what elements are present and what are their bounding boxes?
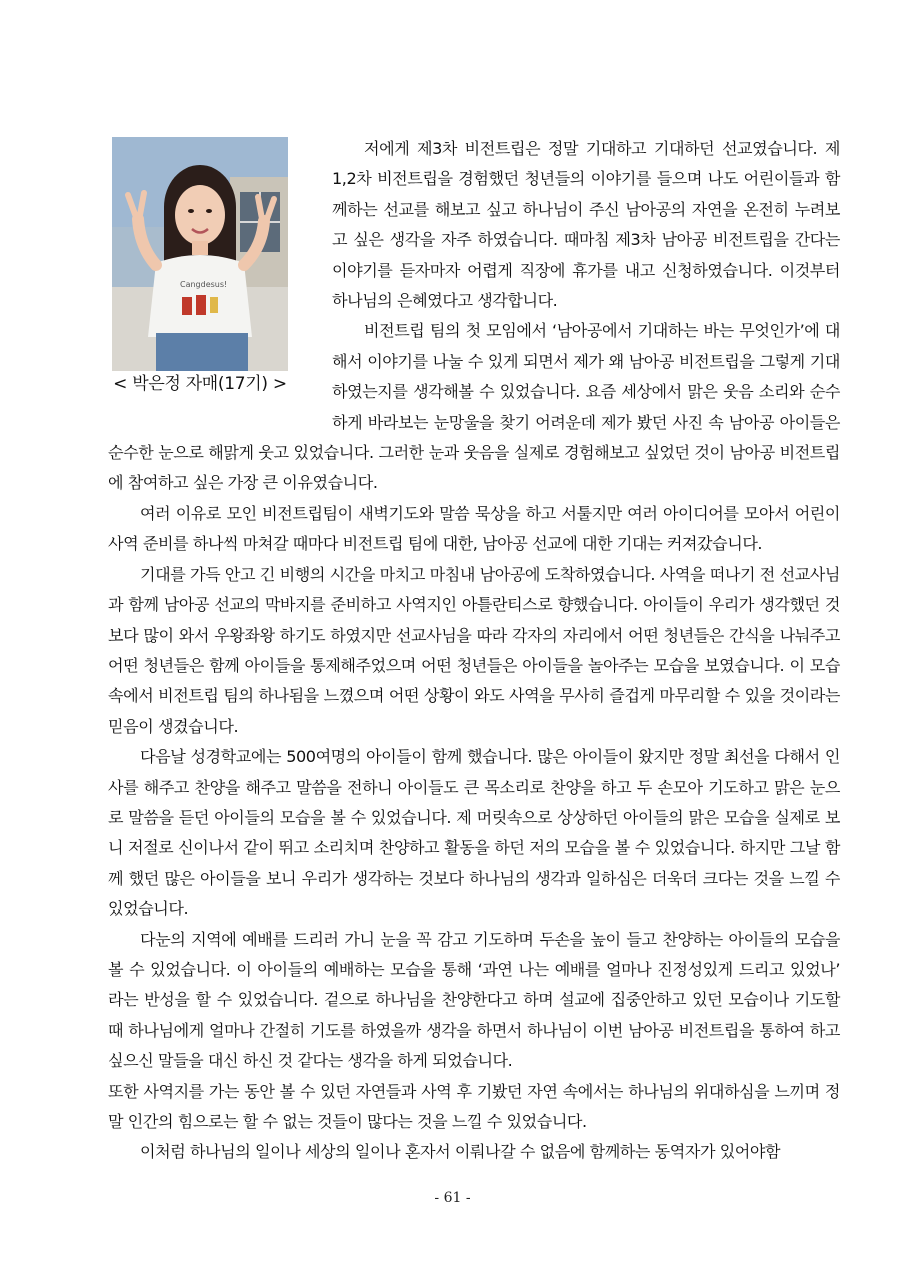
paragraph-2: 비전트립 팀의 첫 모임에서 ‘남아공에서 기대하는 바는 무엇인가’에 대해서 이야기를 나눌 수 있게 되면서 제가 왜 남아공 비전트립을 그렇게 기대하였는지를 생각해볼 수 있었습니다. 요즘 세상에서 맑은 웃음 소리와 순수하게 바라보는 눈망울을 찾기 어려운데 제가 봤던 사진 속 남아공 아이들은 순수한 눈으로 해맑게 웃고 있었습니다. 그러한 눈과 웃음을 실제로 경험해보고 싶었던 것이 남아공 비전트립에 참여하고 싶은 가장 큰 이유였습니다. bbox=[108, 321, 840, 493]
paragraph-8: 이처럼 하나님의 일이나 세상의 일이나 혼자서 이뤄나갈 수 없음에 함께하는 동역자가 있어야함 bbox=[140, 1142, 781, 1162]
paragraph-5: 다음날 성경학교에는 500여명의 아이들이 함께 했습니다. 많은 아이들이 왔지만 정말 최선을 다해서 인사를 해주고 찬양을 해주고 말씀을 전하니 아이들도 큰 목소리로 찬양을 하고 두 손모아 기도하고 맑은 눈으로 말씀을 듣던 아이들의 모습을 볼 수 있었습니다. 제 머릿속으로 상상하던 아이들의 맑은 모습을 실제로 보니 저절로 신이나서 같이 뛰고 소리치며 찬양하고 활동을 하던 저의 모습을 볼 수 있었습니다. 하지만 그날 함께 했던 많은 아이들을 보니 우리가 생각하는 것보다 하나님의 생각과 일하심은 더욱더 크다는 것을 느낄 수 있었습니다. bbox=[108, 747, 840, 919]
paragraph-6: 다눈의 지역에 예배를 드리러 가니 눈을 꼭 감고 기도하며 두손을 높이 들고 찬양하는 아이들의 모습을 볼 수 있었습니다. 이 아이들의 예배하는 모습을 통해 ‘과연 나는 예배를 얼마나 진정성있게 드리고 있었나’ 라는 반성을 할 수 있었습니다. 겉으로 하나님을 찬양한다고 하며 설교에 집중안하고 있던 모습이나 기도할 때 하나님에게 얼마나 간절히 기도를 하였을까 생각을 하면서 하나님이 이번 남아공 비전트립을 통하여 하고 싶으신 말들을 대신 하신 것 같다는 생각을 하게 되었습니다. bbox=[108, 929, 840, 1071]
photo-caption: < 박은정 자매(17기) > bbox=[113, 374, 287, 394]
paragraph-1: 저에게 제3차 비전트립은 정말 기대하고 기대하던 선교였습니다. 제1,2차 비전트립을 경험했던 청년들의 이야기를 들으며 나도 어린이들과 함께하는 선교를 해보고 싶고 하나님이 주신 남아공의 자연을 온전히 누려보고 싶은 생각을 자주 하였습니다. 때마침 제3차 남아공 비전트립을 간다는 이야기를 듣자마자 어렵게 직장에 휴가를 내고 신청하였습니다. 이것부터 하나님의 은혜였다고 생각합니다. bbox=[332, 139, 840, 311]
shirt-print-text: Cangdesus! bbox=[180, 280, 228, 289]
photo-spacer bbox=[108, 134, 332, 434]
article-body bbox=[108, 134, 840, 1168]
paragraph-4: 기대를 가득 안고 긴 비행의 시간을 마치고 마침내 남아공에 도착하였습니다. 사역을 떠나기 전 선교사님과 함께 남아공 선교의 막바지를 준비하고 사역지인 아틀란티스로 향했습니다. 아이들이 우리가 생각했던 것보다 많이 와서 우왕좌왕 하기도 하였지만 선교사님을 따라 각자의 자리에서 어떤 청년들은 간식을 나눠주고 어떤 청년들은 함께 아이들을 통제해주었으며 어떤 청년들은 아이들을 놀아주는 모습을 보였습니다. 이 모습 속에서 비전트립 팀의 하나됨을 느꼈으며 어떤 상황이 와도 사역을 무사히 즐겁게 마무리할 수 있을 것이라는 믿음이 생겼습니다. bbox=[108, 564, 840, 736]
paragraph-7: 또한 사역지를 가는 동안 볼 수 있던 자연들과 사역 후 기봤던 자연 속에서는 하나님의 위대하심을 느끼며 정말 인간의 힘으로는 할 수 없는 것들이 많다는 것을 느낄 수 있었습니다. bbox=[108, 1081, 840, 1131]
paragraph-3: 여러 이유로 모인 비전트립팀이 새벽기도와 말씀 묵상을 하고 서툴지만 여러 아이디어를 모아서 어린이 사역 준비를 하나씩 마쳐갈 때마다 비전트립 팀에 대한, 남아공 선교에 대한 기대는 커져갔습니다. bbox=[108, 503, 840, 554]
page-number: - 61 - bbox=[434, 1190, 471, 1206]
